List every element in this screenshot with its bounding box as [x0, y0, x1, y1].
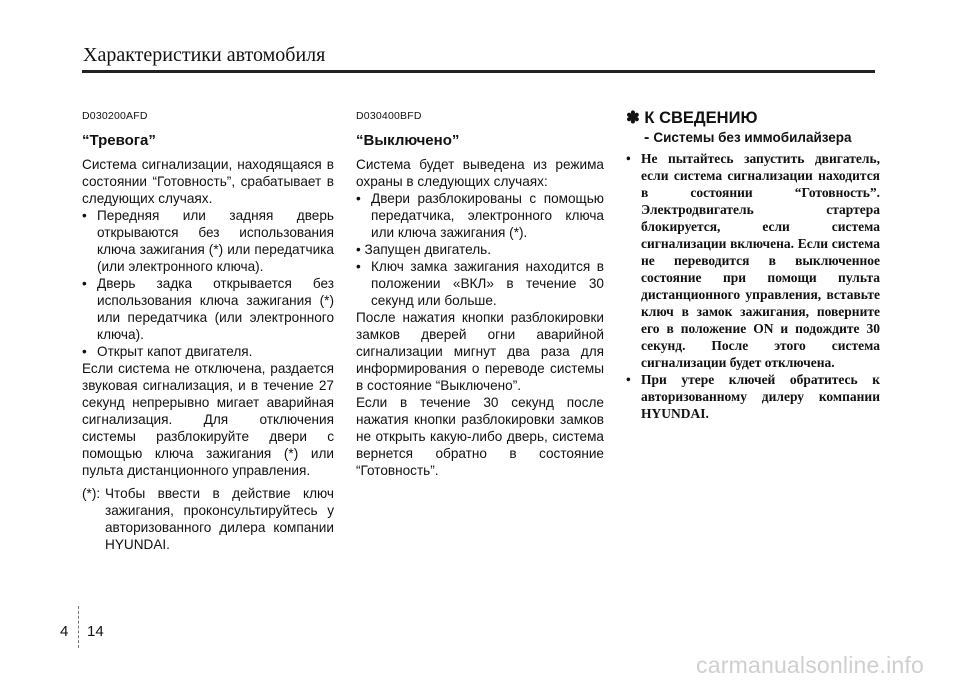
list-item: • Двери разблокированы с помощью передатчика, электронного ключа или ключа зажигания (*).	[356, 191, 604, 240]
body-paragraph: Если система не отключена, раздается звуковая сигнализация, и в течение 27 секунд непрерывно мигает аварийная сигнализация. Для отключения системы разблокируйте двери с помощью ключа зажигания (*) или пульта дистанционного управления.	[82, 361, 334, 478]
dash-icon: -	[644, 129, 650, 146]
section-code: D030200AFD	[82, 110, 148, 122]
footnote	[82, 485, 334, 553]
bullet-icon: •	[626, 372, 631, 387]
bullet-icon: •	[82, 208, 87, 223]
body-paragraph: Если в течение 30 секунд после нажатия кнопки разблокировки замков не открыть какую-либо дверь, система вернется обратно в состояние “Готовность”.	[356, 395, 604, 478]
notice-box	[626, 110, 880, 422]
notice-title: ✽ К СВЕДЕНИЮ	[626, 109, 758, 127]
section-number: 4	[60, 623, 69, 640]
bullet-icon: •	[82, 276, 87, 291]
list-item: • Передняя или задняя дверь открываются без использования ключа зажигания (*) или передатчика (или электронного ключа).	[82, 208, 334, 274]
footnote-mark: (*):	[82, 486, 101, 501]
footer-divider	[78, 606, 79, 648]
intro-paragraph: Система будет выведена из режима охраны в следующих случаях:	[356, 157, 604, 189]
bullet-icon: •	[626, 151, 631, 166]
disarm-condition-list	[356, 190, 604, 309]
list-item: • Ключ замка зажигания находится в положении «ВКЛ» в течение 30 секунд или больше.	[356, 259, 604, 308]
watermark: carmanualsonline.info	[696, 652, 924, 678]
section-code: D030400BFD	[356, 110, 422, 122]
page-number: 14	[87, 623, 104, 640]
disarmed-section	[356, 108, 604, 479]
footnote-text: Чтобы ввести в действие ключ зажигания, проконсультируйтесь у авторизованного дилера компании HYUNDAI.	[105, 486, 334, 552]
notice-subtitle: - Системы без иммобилайзера	[644, 129, 852, 146]
alarm-section	[82, 108, 334, 553]
notice-list	[626, 150, 880, 422]
page-header-title: Характеристики автомобиля	[83, 44, 326, 66]
list-item: • При утере ключей обратитесь к авторизованному дилеру компании HYUNDAI.	[626, 372, 880, 421]
bullet-icon: •	[356, 191, 361, 206]
body-paragraph: После нажатия кнопки разблокировки замков дверей огни аварийной сигнализации мигнут два раза для информирования о переводе системы в состояние “Выключено”.	[356, 310, 604, 393]
section-title: “Тревога”	[82, 132, 156, 149]
asterisk-icon: ✽	[626, 109, 640, 127]
bullet-icon: •	[356, 259, 361, 274]
header-rule	[82, 70, 875, 73]
bullet-icon: •	[356, 242, 361, 257]
list-item: • Открыт капот двигателя.	[82, 344, 253, 359]
section-title: “Выключено”	[356, 132, 460, 149]
bullet-icon: •	[82, 344, 87, 359]
intro-paragraph: Система сигнализации, находящаяся в состоянии “Готовность”, срабатывает в следующих случаях.	[82, 157, 334, 206]
alarm-trigger-list	[82, 207, 334, 360]
list-item: • Дверь задка открывается без использования ключа зажигания (*) или передатчика (или электронного ключа).	[82, 276, 334, 342]
list-item: • Не пытайтесь запустить двигатель, если система сигнализации находится в состоянии “Готовность”. Электродвигатель стартера блокируется, если система сигнализации включена. Если система не переводится в выключенное состояние при помощи пульта дистанционного управления, вставьте ключ в замок зажигания, поверните его в положение ON и подождите 30 секунд. После этого система сигнализации будет отключена.	[626, 151, 880, 370]
list-item: • Запущен двигатель.	[356, 242, 491, 257]
